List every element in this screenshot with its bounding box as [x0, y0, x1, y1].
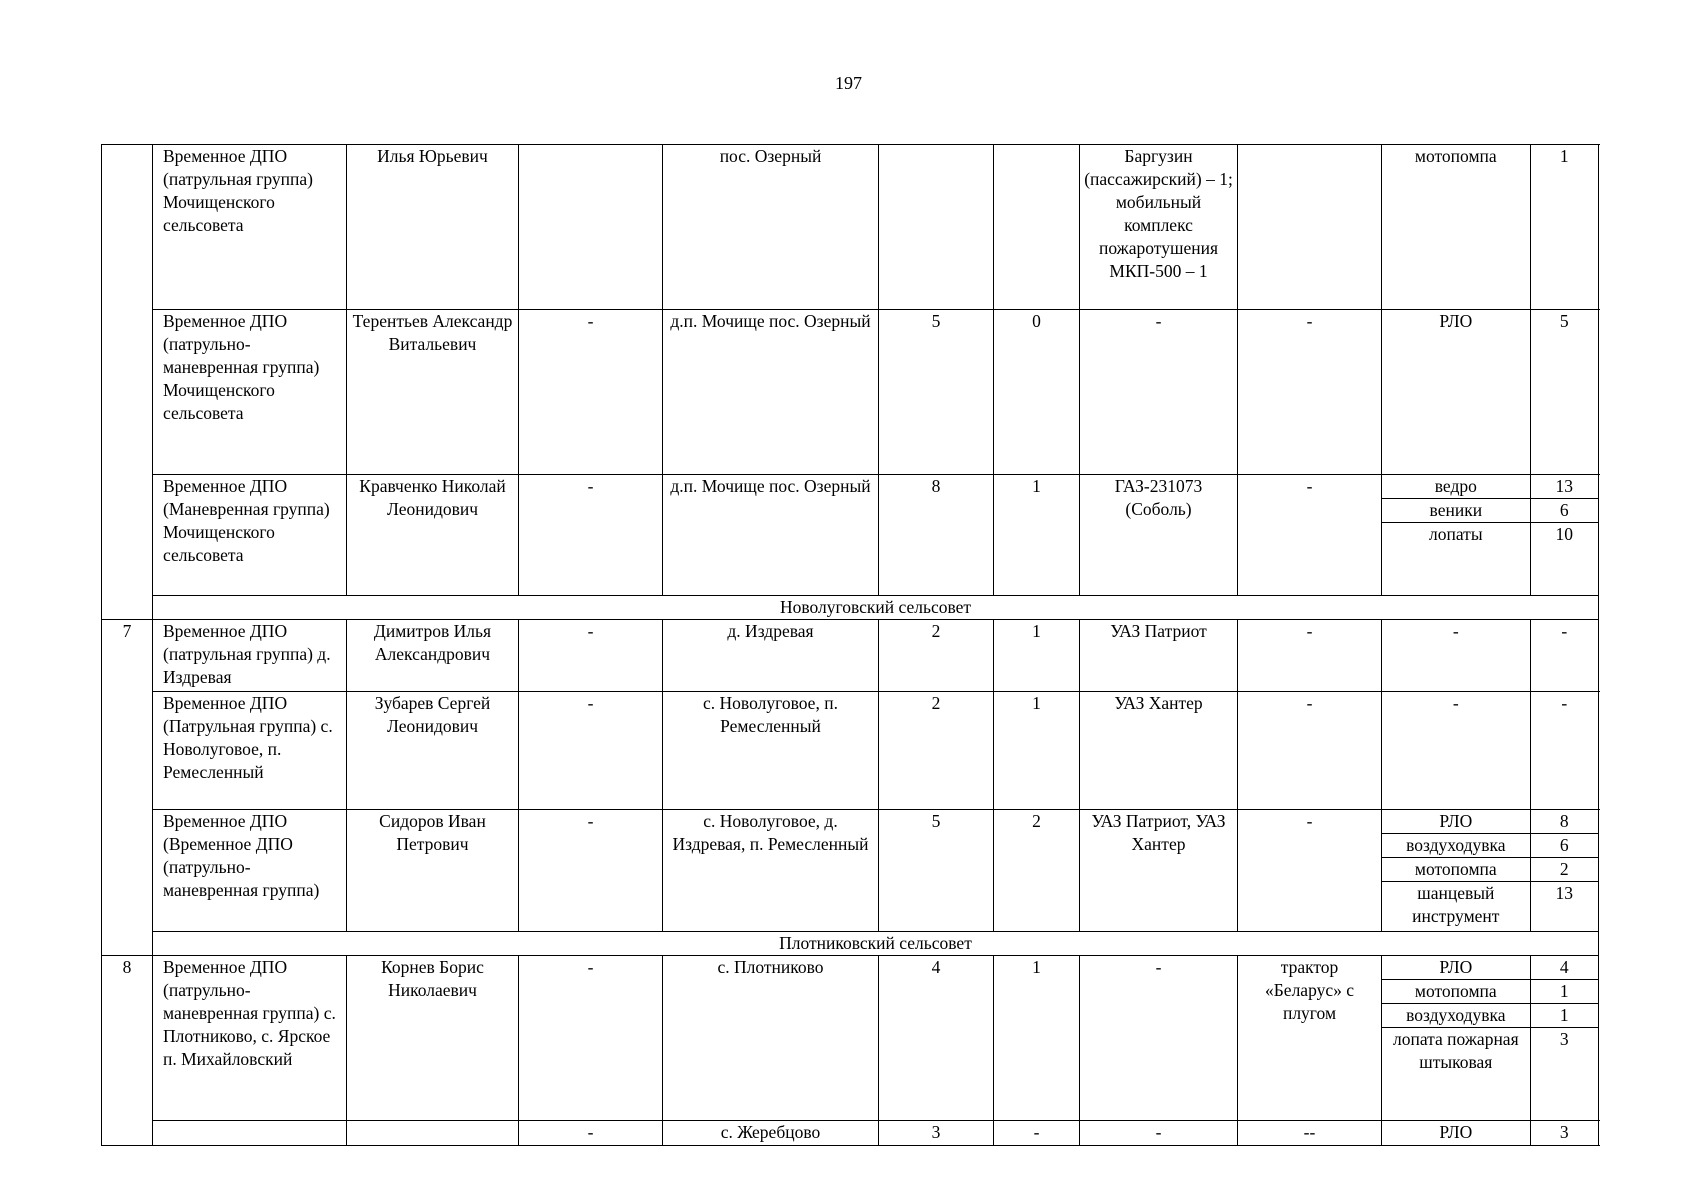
table-row: [102, 310, 1599, 475]
phone: [519, 145, 663, 310]
unit-head: Сидоров Иван Петрович: [347, 810, 519, 932]
personnel-count: [879, 145, 994, 310]
personnel-count: 5: [879, 810, 994, 932]
equipment-list: [1382, 310, 1599, 475]
equipment-list: [1382, 145, 1599, 310]
section-row: [102, 596, 1599, 620]
equipment-qty: 6: [1530, 834, 1598, 858]
personnel-count: 2: [879, 692, 994, 810]
page-number: 197: [835, 73, 862, 93]
unit-count: 1: [994, 692, 1080, 810]
equipment-name: -: [1452, 621, 1459, 641]
coverage-area: пос. Озерный: [663, 145, 879, 310]
equipment-name: ведро: [1382, 475, 1530, 499]
equipment-name: веники: [1382, 499, 1530, 523]
equipment-item: [1382, 980, 1598, 1004]
special-equipment: -: [1238, 692, 1382, 810]
unit-count: 1: [994, 475, 1080, 596]
equipment-qty: 2: [1530, 858, 1598, 882]
vehicles: УАЗ Патриот, УАЗ Хантер: [1080, 810, 1238, 932]
unit-name: Временное ДПО (Патрульная группа) с. Новолуговое, п. Ремесленный: [153, 692, 347, 810]
equipment-item: [1382, 523, 1598, 596]
coverage-area: д.п. Мочище пос. Озерный: [663, 475, 879, 596]
phone: -: [519, 620, 663, 692]
phone: -: [519, 310, 663, 475]
equipment-name: воздуходувка: [1382, 834, 1530, 858]
table-row: [102, 810, 1599, 932]
coverage-area: с. Жеребцово: [663, 1121, 879, 1146]
equipment-qty: 1: [1530, 1004, 1598, 1028]
equipment-qty: 13: [1530, 882, 1598, 932]
unit-count: [994, 145, 1080, 310]
fire-units-table: [101, 144, 1599, 1146]
equipment-name: РЛО: [1439, 1122, 1473, 1142]
table-body: [102, 145, 1599, 1146]
vehicles: УАЗ Хантер: [1080, 692, 1238, 810]
vehicles: ГАЗ-231073 (Соболь): [1080, 475, 1238, 596]
equipment-item: [1382, 882, 1598, 932]
vehicles: УАЗ Патриот: [1080, 620, 1238, 692]
row-number: 8: [102, 956, 153, 1146]
unit-name: Временное ДПО (патрульно-маневренная группа) с. Плотниково, с. Ярское п. Михайловский: [153, 956, 347, 1121]
equipment-name: шанцевый инструмент: [1412, 883, 1500, 926]
equipment-name: РЛО: [1382, 810, 1530, 834]
unit-name: Временное ДПО (Временное ДПО (патрульно-маневренная группа): [153, 810, 347, 932]
equipment-table: [1382, 810, 1598, 931]
equipment-qty: 8: [1530, 810, 1598, 834]
unit-name: Временное ДПО (патрульная группа) Мочищенского сельсовета: [153, 145, 347, 310]
unit-name: Временное ДПО (патрульная группа) д. Издревая: [153, 620, 347, 692]
table-row: [102, 956, 1599, 1121]
equipment-name: воздуходувка: [1382, 1004, 1530, 1028]
equipment-qty: 5: [1530, 310, 1598, 474]
equipment-name: РЛО: [1439, 311, 1473, 331]
equipment-item: [1382, 956, 1598, 980]
table-row: [102, 1121, 1599, 1146]
special-equipment: -: [1238, 310, 1382, 475]
vehicles: -: [1080, 1121, 1238, 1146]
unit-count: 1: [994, 956, 1080, 1121]
equipment-qty: 3: [1530, 1028, 1598, 1121]
equipment-qty: 1: [1530, 980, 1598, 1004]
unit-count: -: [994, 1121, 1080, 1146]
unit-head: [347, 1121, 519, 1146]
equipment-name: -: [1452, 693, 1459, 713]
equipment-name: РЛО: [1382, 956, 1530, 980]
phone: -: [519, 1121, 663, 1146]
unit-count: 0: [994, 310, 1080, 475]
equipment-qty: 13: [1530, 475, 1598, 499]
personnel-count: 4: [879, 956, 994, 1121]
equipment-item: [1382, 692, 1598, 809]
equipment-item: [1382, 310, 1598, 474]
equipment-list: [1382, 475, 1599, 596]
equipment-table: [1382, 956, 1598, 1120]
equipment-item: [1382, 499, 1598, 523]
special-equipment: --: [1238, 1121, 1382, 1146]
equipment-list: [1382, 1121, 1599, 1146]
coverage-area: с. Новолуговое, д. Издревая, п. Ремесленный: [663, 810, 879, 932]
equipment-item: [1382, 810, 1598, 834]
equipment-item: [1382, 1028, 1598, 1121]
equipment-qty: 4: [1530, 956, 1598, 980]
equipment-name: мотопомпа: [1382, 858, 1530, 882]
phone: -: [519, 956, 663, 1121]
special-equipment: -: [1238, 810, 1382, 932]
equipment-item: [1382, 858, 1598, 882]
equipment-name: мотопомпа: [1382, 980, 1530, 1004]
equipment-qty: -: [1530, 692, 1598, 809]
section-title: Новолуговский сельсовет: [153, 596, 1599, 620]
equipment-name: лопата пожарная штыковая: [1392, 1029, 1519, 1072]
personnel-count: 5: [879, 310, 994, 475]
equipment-item: [1382, 1004, 1598, 1028]
special-equipment: [1238, 145, 1382, 310]
equipment-qty: -: [1530, 620, 1598, 691]
equipment-name: мотопомпа: [1414, 146, 1497, 166]
vehicles: -: [1080, 310, 1238, 475]
vehicles: Баргузин (пассажирский) – 1; мобильный комплекс пожаротушения МКП-500 – 1: [1080, 145, 1238, 310]
equipment-table: [1382, 145, 1598, 309]
equipment-item: [1382, 145, 1598, 309]
equipment-item: [1382, 475, 1598, 499]
unit-head: Димитров Илья Александрович: [347, 620, 519, 692]
equipment-item: [1382, 1121, 1598, 1145]
equipment-item: [1382, 620, 1598, 691]
equipment-table: [1382, 620, 1598, 691]
equipment-qty: 1: [1530, 145, 1598, 309]
section-row: [102, 932, 1599, 956]
equipment-list: [1382, 810, 1599, 932]
unit-name: Временное ДПО (патрульно-маневренная группа) Мочищенского сельсовета: [153, 310, 347, 475]
personnel-count: 2: [879, 620, 994, 692]
coverage-area: д.п. Мочище пос. Озерный: [663, 310, 879, 475]
row-number: [102, 145, 153, 620]
row-number: 7: [102, 620, 153, 956]
equipment-item: [1382, 834, 1598, 858]
special-equipment: трактор «Беларус» с плугом: [1238, 956, 1382, 1121]
unit-count: 1: [994, 620, 1080, 692]
table-row: [102, 145, 1599, 310]
coverage-area: с. Новолуговое, п. Ремесленный: [663, 692, 879, 810]
equipment-table: [1382, 1121, 1598, 1145]
unit-count: 2: [994, 810, 1080, 932]
special-equipment: -: [1238, 620, 1382, 692]
table-row: [102, 692, 1599, 810]
phone: -: [519, 692, 663, 810]
vehicles: -: [1080, 956, 1238, 1121]
unit-head: Кравченко Николай Леонидович: [347, 475, 519, 596]
personnel-count: 3: [879, 1121, 994, 1146]
equipment-name: лопаты: [1429, 524, 1483, 544]
equipment-list: [1382, 956, 1599, 1121]
unit-head: Корнев Борис Николаевич: [347, 956, 519, 1121]
unit-name: [153, 1121, 347, 1146]
equipment-qty: 10: [1530, 523, 1598, 596]
unit-head: Терентьев Александр Витальевич: [347, 310, 519, 475]
equipment-table: [1382, 310, 1598, 474]
table-row: [102, 620, 1599, 692]
table-row: [102, 475, 1599, 596]
unit-name: Временное ДПО (Маневренная группа) Мочищенского сельсовета: [153, 475, 347, 596]
unit-head: Илья Юрьевич: [347, 145, 519, 310]
coverage-area: с. Плотниково: [663, 956, 879, 1121]
equipment-qty: 6: [1530, 499, 1598, 523]
unit-head: Зубарев Сергей Леонидович: [347, 692, 519, 810]
special-equipment: -: [1238, 475, 1382, 596]
equipment-table: [1382, 692, 1598, 809]
phone: -: [519, 810, 663, 932]
equipment-list: [1382, 620, 1599, 692]
equipment-table: [1382, 475, 1598, 595]
section-title: Плотниковский сельсовет: [153, 932, 1599, 956]
personnel-count: 8: [879, 475, 994, 596]
coverage-area: д. Издревая: [663, 620, 879, 692]
equipment-list: [1382, 692, 1599, 810]
equipment-qty: 3: [1530, 1121, 1598, 1145]
phone: -: [519, 475, 663, 596]
